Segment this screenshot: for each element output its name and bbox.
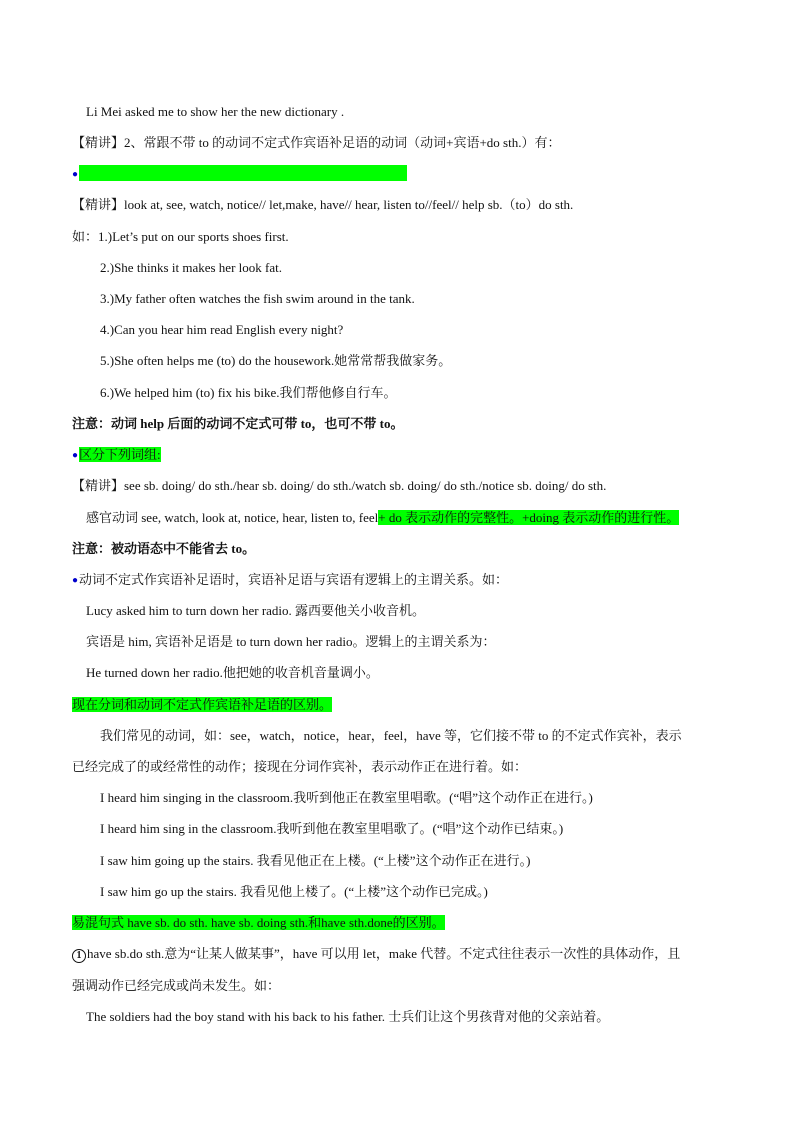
highlight-mark xyxy=(79,165,407,181)
detail-note: 【精讲】see sb. doing/ do sth./hear sb. doing/ do sth./watch sb. doing/ do sth./notice sb. doing/ do sth. xyxy=(72,478,607,493)
example-sentence: The soldiers had the boy stand with his back to his father. 士兵们让这个男孩背对他的父亲站着。 xyxy=(86,1009,610,1024)
explanation-line: 宾语是 him, 宾语补足语是 to turn down her radio。逻辑上的主谓关系为： xyxy=(86,634,496,649)
bullet-icon: ● xyxy=(72,575,79,586)
bullet-icon: ● xyxy=(72,450,79,461)
highlighted-text: have sth.done xyxy=(321,915,393,930)
highlighted-text: 区分下列词组: xyxy=(79,447,161,462)
example-sentence: I heard him sing in the classroom.我听到他在教室里唱歌了。(“唱”这个动作已结束。) xyxy=(100,821,564,836)
paragraph-line: 我们常见的动词，如：see，watch，notice，hear，feel，have 等，它们接不带 to 的不定式作宾补，表示 xyxy=(100,728,682,743)
detail-note: 【精讲】look at, see, watch, notice// let,make, have// hear, listen to//feel// help sb.（to）do sth. xyxy=(72,197,574,212)
sense-verb-text: 感官动词 see, watch, look at, notice, hear, listen to, feel xyxy=(86,510,379,525)
example-item: 4.)Can you hear him read English every night? xyxy=(100,322,344,337)
example-item: 6.)We helped him (to) fix his bike.我们帮他修自行车。 xyxy=(100,385,397,400)
bullet-line xyxy=(72,571,508,590)
subheading-line xyxy=(72,696,332,714)
example-sentence: He turned down her radio.他把她的收音机音量调小。 xyxy=(86,665,379,680)
example-sentence: I saw him go up the stairs. 我看见他上楼了。(“上楼”这个动作已完成。) xyxy=(100,884,488,899)
highlighted-text: 易混句式 have sb. do sth. have sb. doing sth.和 xyxy=(72,915,322,930)
numbered-item xyxy=(72,945,680,963)
sense-verb-line xyxy=(86,509,679,527)
example-sentence: I saw him going up the stairs. 我看见他正在上楼。(“上楼”这个动作正在进行。) xyxy=(100,853,531,868)
paragraph-line: 已经完成了的或经常性的动作；接现在分词作宾补，表示动作正在进行着。如： xyxy=(72,759,528,774)
numbered-item-text: have sb.do sth.意为“让某人做某事”，have 可以用 let，make 代替。不定式往往表示一次性的具体动作，且 xyxy=(87,946,681,961)
subheading-line xyxy=(72,914,445,932)
bullet-text: 动词不定式作宾语补足语时，宾语补足语与宾语有逻辑上的主谓关系。如： xyxy=(79,572,509,587)
example-sentence: Li Mei asked me to show her the new dictionary . xyxy=(86,104,345,119)
attention-note: 注意：动词 help 后面的动词不定式可带 to，也可不带 to。 xyxy=(72,416,404,431)
section-heading: 【精讲】2、常跟不带 to 的动词不定式作宾语补足语的动词（动词+宾语+do sth.）有： xyxy=(72,135,561,150)
bullet-icon: ● xyxy=(72,169,79,180)
highlighted-bullet-line xyxy=(72,165,407,184)
example-intro: 如：1.)Let’s put on our sports shoes first. xyxy=(72,229,289,244)
highlighted-text: 现在分词和动词不定式作宾语补足语的区别。 xyxy=(72,697,333,712)
example-sentence: Lucy asked him to turn down her radio. 露西要他关小收音机。 xyxy=(86,603,426,618)
highlighted-text: 的区别。 xyxy=(392,915,445,930)
example-item: 3.)My father often watches the fish swim around in the tank. xyxy=(100,291,415,306)
example-item: 5.)She often helps me (to) do the housework.她常常帮我做家务。 xyxy=(100,353,452,368)
highlighted-text: + do 表示动作的完整性。+doing 表示动作的进行性。 xyxy=(378,510,680,525)
paragraph-line: 强调动作已经完成或尚未发生。如： xyxy=(72,978,281,993)
example-item: 2.)She thinks it makes her look fat. xyxy=(100,260,282,275)
circled-number-icon: 1 xyxy=(72,949,86,963)
attention-note: 注意：被动语态中不能省去 to。 xyxy=(72,541,256,556)
example-sentence: I heard him singing in the classroom.我听到他正在教室里唱歌。(“唱”这个动作正在进行。) xyxy=(100,790,593,805)
bullet-line xyxy=(72,446,161,465)
